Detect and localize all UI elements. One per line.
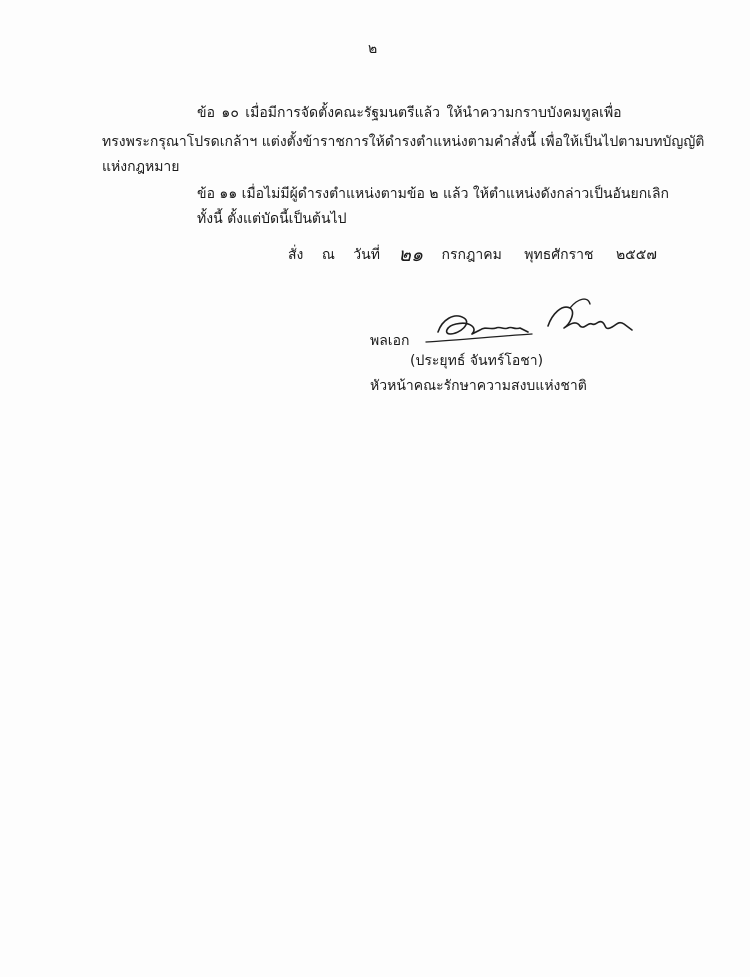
month: กรกฎาคม [441,247,502,263]
clause-11-line-1: ข้อ ๑๑ เมื่อไม่มีผู้ดำรงตำแหน่งตามข้อ ๒ แล้ว ให้ตำแหน่งดังกล่าวเป็นอันยกเลิก [197,186,670,202]
order-date-line [288,244,657,264]
handwritten-day: ๒๑ [398,244,424,266]
at-word: ณ [321,247,335,263]
order-word: สั่ง [288,247,304,263]
day-word: วันที่ [353,247,380,263]
page-number: ๒ [368,41,378,57]
signatory-position: หัวหน้าคณะรักษาความสงบแห่งชาติ [370,378,587,394]
signatory-name: (ประยุทธ์ จันทร์โอชา) [410,353,544,369]
year: ๒๕๕๗ [615,247,657,263]
clause-10-line-1: ข้อ ๑๐ เมื่อมีการจัดตั้งคณะรัฐมนตรีแล้ว ให้นำความกราบบังคมทูลเพื่อ [197,105,622,121]
clause-10-line-2: ทรงพระกรุณาโปรดเกล้าฯ แต่งตั้งข้าราชการให้ดำรงตำแหน่งตามคำสั่งนี้ เพื่อให้เป็นไปตามบทบัญญัติ [102,134,705,150]
clause-11-line-2: ทั้งนี้ ตั้งแต่บัดนี้เป็นต้นไป [197,211,347,227]
handwritten-signature [420,290,640,350]
era-word: พุทธศักราช [524,247,594,263]
clause-10-line-3: แห่งกฎหมาย [102,159,180,175]
signatory-rank: พลเอก [370,333,410,349]
